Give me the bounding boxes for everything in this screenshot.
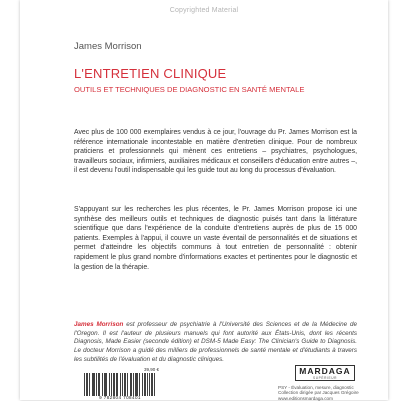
series-editor: Collection dirigée par Jacques Grégoire xyxy=(278,390,359,396)
description-paragraph-1: Avec plus de 100 000 exemplaires vendus à ce jour, l'ouvrage du Pr. James Morrison est la référence internationale incontestable en matière d'entretien clinique. Pour de nombreux praticiens et professionnels qui mènent ces entretiens – psychiatres, psychologues, travailleurs sociaux, infirmiers, auxiliaires médicaux et conseillers d'éducation entre autres –, il est devenu l'outil indispensable qui les guide tout au long du processus d'évaluation. xyxy=(74,129,357,175)
author-bio-text: est professeur de psychiatrie à l'Université des Sciences et de la Médecine de l'Oregon. Il est l'auteur de plusieurs manuels qui font autorité aux États-Unis, dont les récents Diagnosis, Made Easier (seconde édition) et DSM-5 Made Easy: The Clinician's Guide to Diagnosis. Le docteur Morrison a guidé des milliers de professionnels de santé mentale et d'étudiants à travers les subtilités de l'évaluation et du diagnostic cliniques. xyxy=(74,321,358,363)
book-subtitle: OUTILS ET TECHNIQUES DE DIAGNOSTIC EN SANTÉ MENTALE xyxy=(74,85,305,94)
copyright-watermark: Copyrighted Material xyxy=(169,7,239,14)
price-label: 39,90 € xyxy=(143,367,159,372)
author-bio xyxy=(74,321,357,365)
isbn-number: 9 782804 708401 xyxy=(99,395,141,400)
back-cover xyxy=(20,0,388,400)
series-name: PSY - Évaluation, mesure, diagnostic xyxy=(278,385,354,390)
description-paragraph-2: S'appuyant sur les recherches les plus récentes, le Pr. James Morrison propose ici une synthèse des meilleurs outils et techniques de diagnostic puisés tant dans la littérature scientifique que dans l'expérience de la conduite d'entretiens auprès de plus de 15 000 patients. Exemples à l'appui, il couvre un vaste éventail de personnalités et de situations et permet d'atteindre les objectifs communs à tout entretien de personnalité : obtenir rapidement le plus grand nombre d'informations exactes et pertinentes pour le diagnostic et la gestion de la thérapie. xyxy=(74,206,357,271)
author-name: James Morrison xyxy=(74,41,142,52)
series-info xyxy=(278,385,388,401)
author-bio-name: James Morrison xyxy=(74,321,124,328)
publisher-logo xyxy=(295,365,355,381)
barcode-block xyxy=(81,367,159,400)
barcode-icon xyxy=(84,373,156,396)
publisher-logo-subtext: SUPÉRIEUR xyxy=(313,376,337,380)
publisher-website: www.editionsmardaga.com xyxy=(278,395,333,401)
publisher-logo-text: MARDAGA xyxy=(299,366,351,376)
book-title: L'ENTRETIEN CLINIQUE xyxy=(74,66,227,81)
